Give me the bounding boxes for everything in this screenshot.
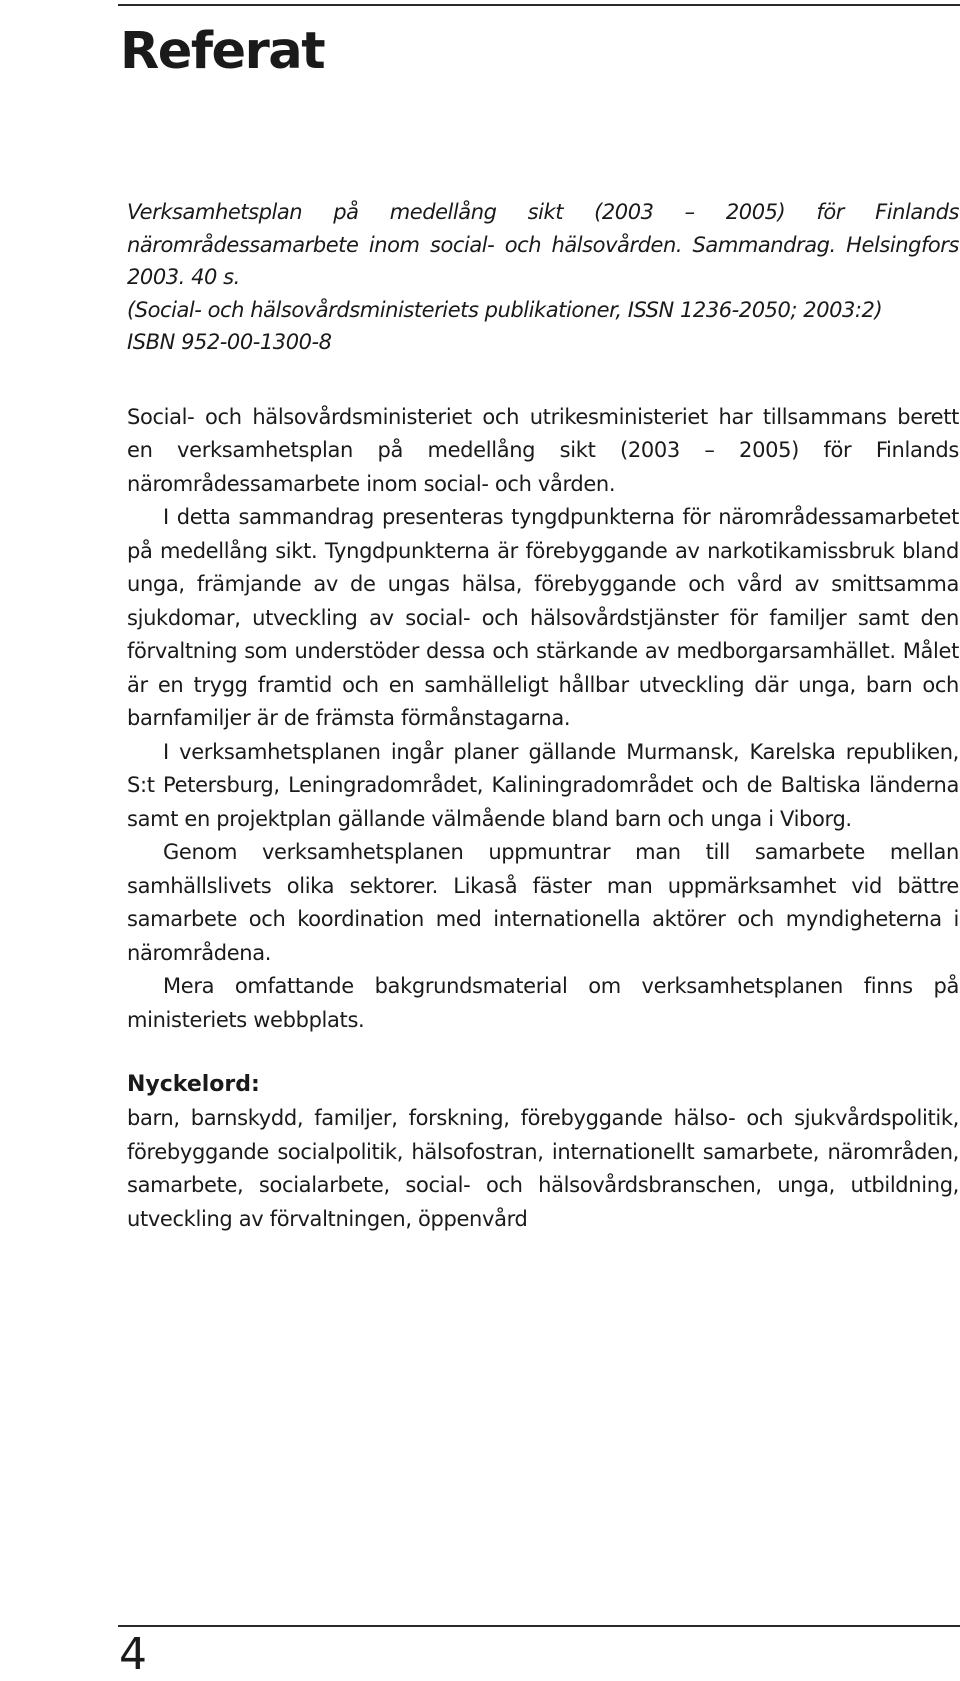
abstract-paragraph: I verksamhetsplanen ingår planer gällande Murmansk, Karelska republiken, S:t Petersburg, Leningradområdet, Kaliningradområdet och de Baltiska länderna samt en projektplan gällande välmående bland barn och unga i Viborg. (127, 739, 959, 831)
citation (127, 196, 959, 359)
main-content (127, 196, 959, 1236)
abstract-paragraph: I detta sammandrag presenteras tyngdpunkterna för närområdessamarbetet på medellång sikt. Tyngdpunkterna är förebyggande av narkotikamissbruk bland unga, främjande av de ungas hälsa, förebyggande och vård av smittsamma sjukdomar, utveckling av social- och hälsovårdstjänster för familjer samt den förvaltning som understöder dessa och stärkande av medborgarsamhället. Målet är en trygg framtid och en samhälleligt hållbar utveckling där unga, barn och barnfamiljer är de främsta förmånstagarna. (127, 505, 959, 730)
keywords-heading: Nyckelord: (127, 1072, 260, 1097)
abstract-paragraph: Social- och hälsovårdsministeriet och utrikesministeriet har tillsammans berett en verksamhetsplan på medellång sikt (2003 – 2005) för Finlands närområdessamarbete inom social- och vården. (127, 404, 959, 496)
page-title: Referat (120, 22, 325, 81)
abstract-paragraph: Genom verksamhetsplanen uppmuntrar man till samarbete mellan samhällslivets olika sektorer. Likaså fäster man uppmärksamhet vid bättre samarbete och koordination med internationella aktörer och myndigheterna i närområdena. (127, 840, 959, 965)
citation-reference: Verksamhetsplan på medellång sikt (2003 – 2005) för Finlands närområdessamarbete inom social- och hälsovården. Sammandrag. Helsingfors 2003. 40 s. (127, 200, 959, 289)
abstract-paragraph: Mera omfattande bakgrundsmaterial om verksamhetsplanen finns på ministeriets webbplats. (127, 974, 959, 1032)
citation-series: (Social- och hälsovårdsministeriets publikationer, ISSN 1236-2050; 2003:2) (127, 297, 883, 322)
page-number: 4 (119, 1629, 147, 1680)
bottom-rule (118, 1625, 960, 1627)
abstract-body (127, 401, 959, 1038)
citation-isbn: ISBN 952-00-1300-8 (127, 330, 332, 354)
keywords-list: barn, barnskydd, familjer, forskning, förebyggande hälso- och sjukvårdspolitik, förebyggande socialpolitik, hälsofostran, internationellt samarbete, närområden, samarbete, socialarbete, social- och hälsovårdsbranschen, unga, utbildning, utveckling av förvaltningen, öppenvård (127, 1106, 959, 1231)
top-rule (118, 4, 960, 6)
